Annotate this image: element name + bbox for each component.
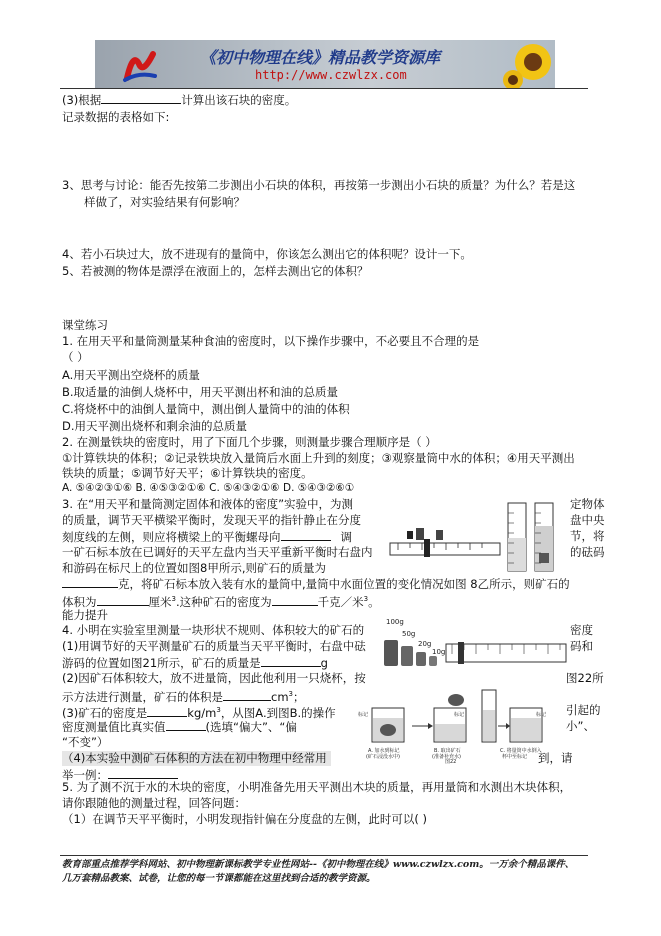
p3-line5: 和游码在标尺上的位置如图8甲所示,则矿石的质量为: [62, 561, 326, 575]
figure-21-weights: [380, 614, 570, 674]
p1-option-a: A.用天平测出空烧杯的质量: [62, 368, 200, 382]
footer-line2: 几万套精品教案、试卷，让您的每一节课都能在这里找到合适的教学资源。: [62, 873, 376, 884]
p4-line8: “不变”）: [62, 735, 109, 749]
p4-line1-right: 密度: [570, 623, 593, 637]
question-4: 4、若小石块过大，放不进现有的量筒中，你该怎么测出它的体积呢？设计一下。: [62, 247, 472, 261]
svg-text:图22: 图22: [445, 759, 457, 764]
site-logo-icon: [119, 44, 159, 84]
banner-title: 《初中物理在线》精品教学资源库: [200, 48, 441, 67]
svg-text:C. 将量筒中水倒入: C. 将量筒中水倒入: [500, 748, 542, 754]
p3-line1-right: 定物体: [570, 497, 605, 511]
p2-options: A. ⑤④②③①⑥ B. ④⑤③②①⑥ C. ⑤④③②①⑥ D. ⑤④③②⑥①: [62, 482, 355, 494]
p4-line6: (3)矿石的密度是 $kg/m^3$，从图A.到图B.的操作: [62, 705, 336, 720]
p3-line6: 克，将矿石标本放入装有水的量筒中,量筒中水面位置的变化情况如图 8乙所示，则矿石的: [62, 576, 570, 592]
question-3-line1: 3、思考与讨论：能否先按第二步测出小石块的体积，再按第一步测出小石块的质量？为什么？若是这: [62, 178, 576, 192]
p4-line7: 密度测量值比真实值 (选填“偏大”、“偏: [62, 720, 297, 734]
p4-line4-right: 图22所: [566, 671, 604, 685]
p3-line4: 一矿石标本放在已调好的天平左盘内当天平重新平衡时右盘内: [62, 545, 373, 559]
sunflower-icon: [503, 40, 555, 88]
header-banner: [95, 40, 555, 88]
header-rule: [60, 88, 588, 89]
footer-rule: [60, 855, 588, 856]
p4-line10: 举一例：: [62, 767, 178, 783]
p5-line2: 请你跟随他的测量过程，回答问题：: [62, 796, 246, 810]
record-table-intro: 记录数据的表格如下:: [62, 110, 170, 124]
p4-line9: （4)本实验中测矿石体积的方法在初中物理中经常用: [62, 751, 331, 766]
p1-option-d: D.用天平测出烧杯和剩余油的总质量: [62, 419, 248, 433]
svg-text:标记: 标记: [536, 712, 547, 718]
question-3-line2: 样做了，对实验结果有何影响？: [84, 195, 245, 209]
p3-line1: 3. 在“用天平和量筒测定固体和液体的密度”实验中，为测: [62, 497, 354, 511]
p5-line3: （1）在调节天平平衡时，小明发现指针偏在分度盘的左侧，此时可以( ): [62, 812, 427, 826]
svg-text:标记: 标记: [454, 712, 465, 718]
p3-line2: 的质量，调节天平横梁平衡时，发现天平的指针静止在分度: [62, 513, 361, 527]
p3-line7: 体积为 厘米$^3$.这种矿石的密度为 千克／米$^3$。: [62, 594, 380, 609]
figure-22-beakers: [350, 686, 560, 764]
p1-stem: 1. 在用天平和量筒测量某种食油的密度时，以下操作步骤中，不必要且不合理的是: [62, 334, 480, 348]
p4-line1: 4. 小明在实验室里测量一块形状不规则、体积较大的矿石的: [62, 623, 365, 637]
banner-url[interactable]: http://www.czwlzx.com: [255, 68, 407, 82]
section-practice: 课堂练习: [62, 318, 108, 332]
p3-line2-right: 盘中央: [570, 513, 605, 527]
p4-line7-right: 小”、: [566, 719, 595, 733]
section-ability: 能力提升: [62, 608, 108, 622]
svg-text:100g: 100g: [386, 618, 404, 626]
p2-stem: 2. 在测量铁块的密度时，用了下面几个步骤，则测量步骤合理顺序是（ ）: [62, 435, 437, 449]
p4-line2-right: 码和: [570, 639, 593, 653]
p4-line3: 游码的位置如图21所示，矿石的质量是 g: [62, 656, 328, 670]
svg-text:B. 取出矿石: B. 取出矿石: [434, 748, 461, 754]
p4-line5: 示方法进行测量，矿石的体积是 $cm^3$；: [62, 689, 305, 704]
p4-line4: (2)因矿石体积较大，放不进量筒，因此他利用一只烧杯，按: [62, 671, 366, 685]
p2-steps-1: ①计算铁块的体积；②记录铁块放入量筒后水面上升到的刻度；③观察量筒中水的体积；④用天平测出: [62, 451, 575, 465]
svg-text:(矿石浸没水中): (矿石浸没水中): [366, 754, 400, 760]
svg-text:(准备补充水): (准备补充水): [432, 754, 461, 760]
p1-option-b: B.取适量的油倒人烧杯中，用天平测出杯和油的总质量: [62, 385, 339, 399]
p4-line2: (1)用调节好的天平测量矿石的质量当天平平衡时，右盘中砝: [62, 639, 366, 653]
svg-text:50g: 50g: [402, 630, 416, 638]
p4-line6-right: 引起的: [566, 703, 601, 717]
figure-8-balance-and-cylinders: [380, 498, 570, 578]
svg-text:20g: 20g: [418, 640, 432, 648]
svg-text:标记: 标记: [358, 712, 369, 718]
p3-line3-right: 节，将: [570, 529, 605, 543]
p1-option-c: C.将烧杯中的油倒人量筒中，测出倒人量筒中的油的体积: [62, 402, 350, 416]
p4-line9-right: 到，请: [538, 751, 573, 765]
step3-line: (3)根据 计算出该石块的密度。: [62, 93, 297, 107]
footer-line1: 教育部重点推荐学科网站、初中物理新课标教学专业性网站--《初中物理在线》www.czwlzx.com。一万余个精品课件、: [62, 859, 575, 870]
svg-text:杯中至标记: 杯中至标记: [502, 754, 528, 760]
question-5: 5、若被测的物体是漂浮在液面上的，怎样去测出它的体积？: [62, 264, 369, 278]
p5-line1: 5. 为了测不沉于水的木块的密度，小明准备先用天平测出木块的质量，再用量筒和水测出木块体积，: [62, 780, 572, 794]
p2-steps-2: 铁块的质量；⑤调节好天平；⑥计算铁块的密度。: [62, 466, 313, 480]
p3-line3: 刻度线的左侧，则应将横梁上的平衡螺母向 调: [62, 530, 352, 544]
svg-text:10g: 10g: [432, 648, 446, 656]
p1-bracket: （ ）: [62, 350, 89, 364]
svg-text:A. 加水到标记: A. 加水到标记: [368, 748, 400, 754]
p3-line4-right: 的砝码: [570, 545, 605, 559]
